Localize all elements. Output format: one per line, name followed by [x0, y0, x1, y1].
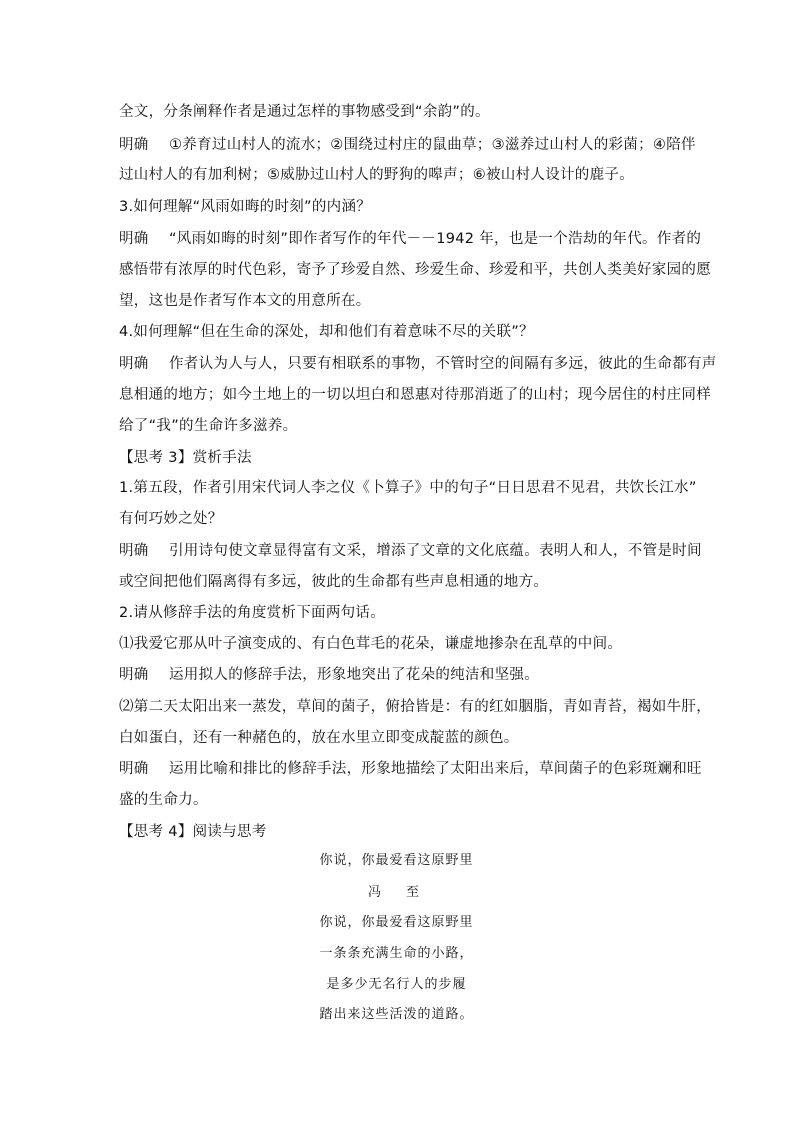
answer-label: 明确: [119, 667, 149, 683]
paragraph-line: [119, 572, 548, 592]
section-heading-text: 【思考 3】赏析手法: [119, 450, 252, 466]
paragraph-text: 运用拟人的修辞手法，形象地突出了花朵的纯洁和坚强。: [169, 667, 539, 683]
question-text: 2.请从修辞手法的角度赏析下面两句话。: [119, 605, 386, 621]
answer-line: [119, 135, 696, 155]
poem-author: 冯 至: [367, 885, 425, 900]
paragraph-text: 给了“我”的生命许多滋养。: [119, 418, 298, 434]
paragraph-line: [119, 416, 297, 436]
answer-label: 明确: [119, 137, 149, 153]
paragraph-line: [119, 260, 711, 280]
paragraph-text: 感悟带有浓厚的时代色彩，寄予了珍爱自然、珍爱生命、珍爱和平，共创人类美好家园的愿: [119, 262, 711, 278]
poem-line: 你说，你最爱看这原野里: [319, 915, 474, 930]
answer-label: 明确: [119, 356, 149, 372]
question-line: [119, 603, 385, 623]
paragraph-text: 全文，分条阐释作者是通过怎样的事物感受到“余韵”的。: [119, 104, 490, 120]
answer-line: [119, 541, 702, 561]
question-text: 3.如何理解“风雨如晦的时刻”的内涵？: [119, 199, 372, 215]
answer-line: [119, 759, 702, 779]
paragraph-line: [119, 790, 208, 810]
section-heading: [119, 448, 252, 468]
paragraph-text: 作者认为人与人，只要有相联系的事物，不管时空的间隔有多远，彼此的生命都有声: [169, 356, 717, 372]
question-text: 4.如何理解“但在生命的深处，却和他们有着意味不尽的关联”？: [119, 324, 534, 340]
paragraph-text: ⑴我爱它那从叶子演变成的、有白色茸毛的花朵，谦虚地掺杂在乱草的中间。: [119, 636, 623, 652]
paragraph-text: 过山村人的有加利树；⑤威胁过山村人的野狗的嗥声；⑥被山村人设计的鹿子。: [119, 167, 634, 183]
paragraph-line: [119, 634, 622, 654]
question-line: [119, 478, 697, 498]
poem-line: 一条条充满生命的小路，: [319, 946, 474, 961]
paragraph-text: ⑵第二天太阳出来一蒸发，草间的菌子，俯拾皆是：有的红如胭脂，青如青苔，褐如牛肝，: [119, 699, 711, 715]
paragraph-line: [119, 165, 634, 185]
paragraph-line: [119, 291, 371, 311]
paragraph-line: [119, 509, 223, 529]
paragraph-line: [119, 385, 711, 405]
answer-label: 明确: [119, 543, 149, 559]
answer-line: [119, 354, 717, 374]
paragraph-text: 有何巧妙之处？: [119, 511, 223, 527]
poem-line: 是多少无名行人的步履: [326, 977, 467, 992]
paragraph-text: 引用诗句使文章显得富有文采，增添了文章的文化底蕴。表明人和人，不管是时间: [169, 543, 702, 559]
question-text: 1.第五段，作者引用宋代词人李之仪《卜算子》中的句子“日日思君不见君，共饮长江水”: [119, 480, 697, 496]
poem-line: 踏出来这些活泼的道路。: [319, 1007, 474, 1022]
question-line: [119, 322, 534, 342]
paragraph-text: 白如蛋白，还有一种赭色的，放在水里立即变成靛蓝的颜色。: [119, 730, 519, 746]
paragraph-text: 或空间把他们隔离得有多远，彼此的生命都有些声息相通的地方。: [119, 574, 549, 590]
answer-label: 明确: [119, 761, 149, 777]
paragraph-text: 运用比喻和排比的修辞手法，形象地描绘了太阳出来后，草间菌子的色彩斑斓和旺: [169, 761, 702, 777]
paragraph-text: “风雨如晦的时刻”即作者写作的年代－－1942 年，也是一个浩劫的年代。作者的: [169, 231, 702, 247]
answer-line: [119, 229, 701, 249]
question-line: [119, 197, 371, 217]
paragraph-line: [119, 102, 490, 122]
paragraph-line: [119, 728, 519, 748]
paragraph-text: ①养育过山村人的流水；②围绕过村庄的鼠曲草；③滋养过山村人的彩菌；④陪伴: [169, 137, 696, 153]
paragraph-text: 盛的生命力。: [119, 792, 208, 808]
section-heading-text: 【思考 4】阅读与思考: [119, 824, 267, 840]
paragraph-text: 息相通的地方；如今土地上的一切以坦白和恩惠对待那消逝了的山村；现今居住的村庄同样: [119, 387, 711, 403]
section-heading: [119, 822, 267, 842]
poem-title: 你说，你最爱看这原野里: [319, 853, 474, 868]
answer-label: 明确: [119, 231, 149, 247]
answer-line: [119, 665, 539, 685]
paragraph-text: 望，这也是作者写作本文的用意所在。: [119, 293, 371, 309]
paragraph-line: [119, 697, 711, 717]
